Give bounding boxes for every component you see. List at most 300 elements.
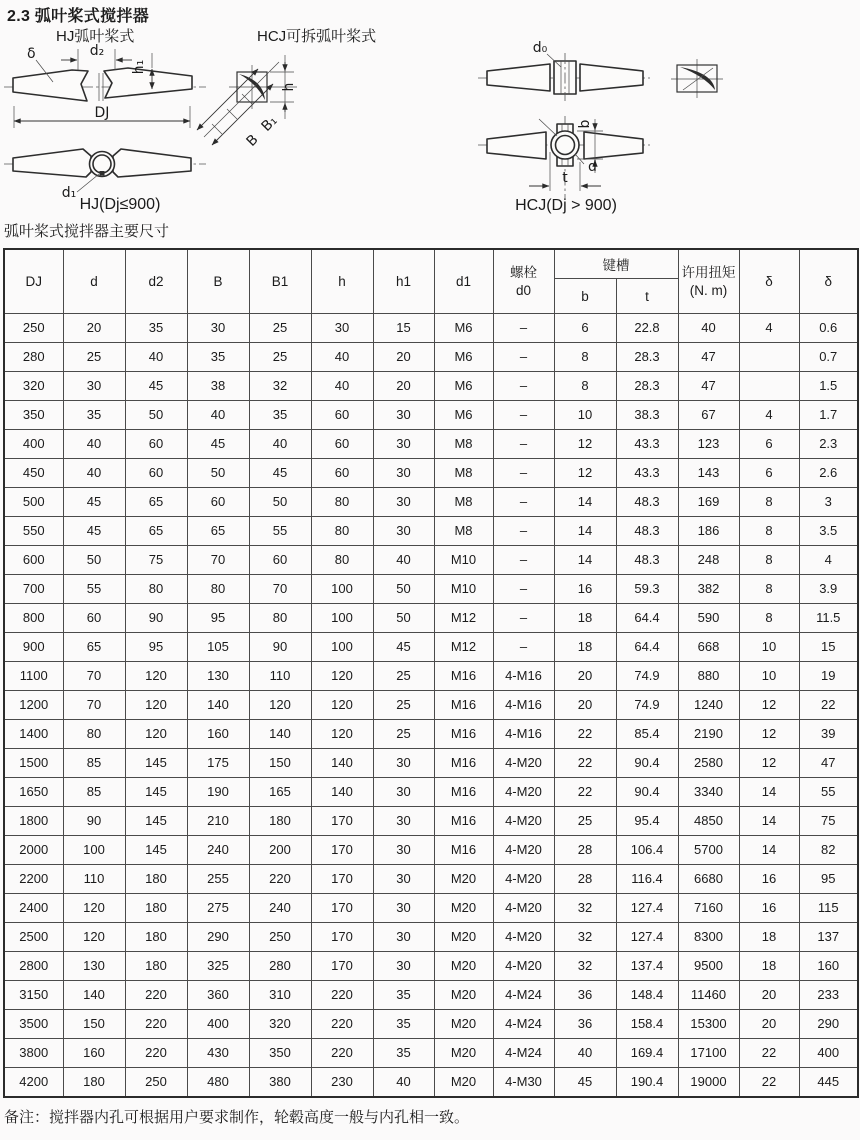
table-cell: 18 — [739, 952, 799, 981]
table-cell: 40 — [249, 430, 311, 459]
table-cell: 100 — [311, 604, 373, 633]
table-cell: 2400 — [4, 894, 63, 923]
table-cell: 10 — [739, 662, 799, 691]
table-cell: 30 — [373, 807, 434, 836]
table-row — [4, 430, 858, 459]
table-cell: 190 — [187, 778, 249, 807]
table-cell: 32 — [554, 923, 616, 952]
table-cell: 50 — [373, 575, 434, 604]
table-cell: 230 — [311, 1068, 373, 1098]
table-cell: 150 — [63, 1010, 125, 1039]
table-cell: 19000 — [678, 1068, 739, 1098]
table-row — [4, 343, 858, 372]
table-cell: 30 — [373, 952, 434, 981]
table-cell: 39 — [799, 720, 858, 749]
table-cell: 145 — [125, 807, 187, 836]
dim-label-d1: d₁ — [61, 185, 77, 201]
table-cell: 38.3 — [616, 401, 678, 430]
table-cell: – — [493, 314, 554, 343]
table-cell: 170 — [311, 894, 373, 923]
hcj-cross-section — [671, 59, 723, 98]
table-cell: 165 — [249, 778, 311, 807]
table-cell: 880 — [678, 662, 739, 691]
dim-label-b1: B₁ — [258, 112, 281, 135]
table-cell: 43.3 — [616, 459, 678, 488]
table-cell: 50 — [125, 401, 187, 430]
table-cell: 90 — [63, 807, 125, 836]
table-cell: 7160 — [678, 894, 739, 923]
table-cell: 32 — [554, 894, 616, 923]
table-cell: 11.5 — [799, 604, 858, 633]
table-cell: 130 — [187, 662, 249, 691]
table-cell: 48.3 — [616, 517, 678, 546]
table-cell: M16 — [434, 749, 493, 778]
dim-label-dj: DJ — [94, 105, 110, 121]
table-cell: 445 — [799, 1068, 858, 1098]
table-cell: M20 — [434, 1068, 493, 1098]
table-cell: 4-M30 — [493, 1068, 554, 1098]
col-header-b1: B1 — [249, 249, 311, 314]
table-cell: 40 — [373, 1068, 434, 1098]
table-cell: 20 — [63, 314, 125, 343]
table-cell: 280 — [249, 952, 311, 981]
table-cell: 180 — [125, 923, 187, 952]
table-cell: 14 — [739, 778, 799, 807]
table-cell: 120 — [63, 894, 125, 923]
table-cell: 14 — [554, 488, 616, 517]
table-cell: 8 — [739, 546, 799, 575]
table-cell: 430 — [187, 1039, 249, 1068]
table-cell: M12 — [434, 604, 493, 633]
table-cell: 4-M20 — [493, 807, 554, 836]
table-cell: 290 — [799, 1010, 858, 1039]
table-cell: 65 — [187, 517, 249, 546]
table-cell: 30 — [373, 488, 434, 517]
table-cell: 400 — [4, 430, 63, 459]
table-cell: 1.7 — [799, 401, 858, 430]
table-cell: 10 — [554, 401, 616, 430]
table-cell: 30 — [373, 923, 434, 952]
table-row — [4, 749, 858, 778]
table-cell: 16 — [739, 894, 799, 923]
table-cell: 220 — [249, 865, 311, 894]
table-row — [4, 372, 858, 401]
table-cell: 22 — [554, 720, 616, 749]
table-row — [4, 691, 858, 720]
table-cell: 12 — [554, 459, 616, 488]
table-cell: 50 — [63, 546, 125, 575]
table-cell: 70 — [249, 575, 311, 604]
table-cell: 30 — [373, 865, 434, 894]
table-cell: 325 — [187, 952, 249, 981]
table-cell: 148.4 — [616, 981, 678, 1010]
table-cell: 150 — [249, 749, 311, 778]
table-cell: 145 — [125, 778, 187, 807]
table-cell: 65 — [125, 488, 187, 517]
table-cell: 50 — [187, 459, 249, 488]
col-header-delta2: δ — [799, 249, 858, 314]
dim-label-b-keyway: b — [577, 119, 593, 129]
table-cell: 360 — [187, 981, 249, 1010]
table-cell: 127.4 — [616, 894, 678, 923]
col-header-torque-line1: 许用扭矩 — [681, 264, 736, 280]
table-cell: 220 — [311, 1010, 373, 1039]
table-cell: 85.4 — [616, 720, 678, 749]
table-cell: 64.4 — [616, 604, 678, 633]
table-cell: M20 — [434, 923, 493, 952]
table-cell: 240 — [187, 836, 249, 865]
table-cell: 16 — [739, 865, 799, 894]
table-cell: 380 — [249, 1068, 311, 1098]
table-cell: – — [493, 372, 554, 401]
table-cell: 210 — [187, 807, 249, 836]
table-cell: 25 — [373, 720, 434, 749]
table-cell: 22 — [554, 749, 616, 778]
col-header-d1: d1 — [434, 249, 493, 314]
table-cell: 190.4 — [616, 1068, 678, 1098]
table-row — [4, 923, 858, 952]
table-cell: 120 — [311, 691, 373, 720]
table-cell: 275 — [187, 894, 249, 923]
table-cell: M8 — [434, 459, 493, 488]
table-cell: 20 — [373, 372, 434, 401]
col-header-keyway-b: b — [554, 279, 616, 314]
table-cell: 400 — [799, 1039, 858, 1068]
table-cell: 8 — [739, 488, 799, 517]
table-cell: 500 — [4, 488, 63, 517]
table-cell: 40 — [63, 459, 125, 488]
table-cell: 15300 — [678, 1010, 739, 1039]
table-cell: 120 — [311, 662, 373, 691]
table-cell: 8 — [554, 372, 616, 401]
hcj-bottom-view — [478, 116, 650, 200]
dim-label-delta: δ — [27, 46, 36, 62]
table-cell: 130 — [63, 952, 125, 981]
table-cell: 11460 — [678, 981, 739, 1010]
table-cell: 80 — [311, 517, 373, 546]
table-cell: 30 — [311, 314, 373, 343]
table-cell: 280 — [4, 343, 63, 372]
table-cell: 120 — [311, 720, 373, 749]
table-cell: – — [493, 459, 554, 488]
table-cell: 20 — [739, 1010, 799, 1039]
table-cell: 12 — [739, 691, 799, 720]
table-cell: 25 — [249, 314, 311, 343]
table-cell: 220 — [311, 1039, 373, 1068]
table-cell: 35 — [125, 314, 187, 343]
table-cell: 2200 — [4, 865, 63, 894]
table-cell: M12 — [434, 633, 493, 662]
table-cell: M20 — [434, 981, 493, 1010]
table-cell: 30 — [373, 894, 434, 923]
table-cell: 590 — [678, 604, 739, 633]
table-cell: 6 — [739, 459, 799, 488]
table-cell: 38 — [187, 372, 249, 401]
table-cell: 40 — [678, 314, 739, 343]
table-cell: 4-M20 — [493, 952, 554, 981]
table-cell: 15 — [373, 314, 434, 343]
table-cell: 1240 — [678, 691, 739, 720]
table-row — [4, 517, 858, 546]
table-cell: 95 — [187, 604, 249, 633]
table-cell: 80 — [249, 604, 311, 633]
table-cell: 6680 — [678, 865, 739, 894]
table-cell: 350 — [4, 401, 63, 430]
table-row — [4, 401, 858, 430]
table-cell: M6 — [434, 343, 493, 372]
table-cell: 4-M24 — [493, 1010, 554, 1039]
table-cell: 120 — [249, 691, 311, 720]
table-cell: 60 — [311, 459, 373, 488]
table-cell: 5700 — [678, 836, 739, 865]
table-cell: 30 — [373, 836, 434, 865]
table-cell: 123 — [678, 430, 739, 459]
dim-label-d-bore: d — [588, 159, 597, 175]
table-cell: 22.8 — [616, 314, 678, 343]
hcj-caption: HCJ(Dj > 900) — [515, 197, 617, 214]
table-cell: 22 — [739, 1068, 799, 1098]
table-cell: 120 — [125, 691, 187, 720]
table-cell: 180 — [125, 865, 187, 894]
table-cell: 4-M20 — [493, 836, 554, 865]
table-cell: 1500 — [4, 749, 63, 778]
table-cell: 45 — [63, 488, 125, 517]
table-cell: 2800 — [4, 952, 63, 981]
col-header-bolt-line1: 螺栓 — [510, 264, 537, 280]
table-cell: 800 — [4, 604, 63, 633]
table-cell: 3 — [799, 488, 858, 517]
table-cell: 140 — [249, 720, 311, 749]
table-cell: 80 — [63, 720, 125, 749]
table-cell: 36 — [554, 1010, 616, 1039]
table-cell: – — [493, 343, 554, 372]
table-cell: 40 — [187, 401, 249, 430]
table-cell: 4-M20 — [493, 865, 554, 894]
col-header-b: B — [187, 249, 249, 314]
table-cell: 120 — [63, 923, 125, 952]
dimensions-table-body — [4, 314, 858, 1098]
table-cell: 90 — [125, 604, 187, 633]
table-cell: 186 — [678, 517, 739, 546]
table-cell: 43.3 — [616, 430, 678, 459]
table-cell: 12 — [554, 430, 616, 459]
table-cell: 30 — [373, 778, 434, 807]
table-cell: 28 — [554, 836, 616, 865]
table-cell: 80 — [311, 546, 373, 575]
table-cell: 180 — [125, 952, 187, 981]
table-cell: 65 — [125, 517, 187, 546]
table-row — [4, 662, 858, 691]
table-cell: 100 — [311, 633, 373, 662]
col-header-h1: h1 — [373, 249, 434, 314]
table-cell: 169 — [678, 488, 739, 517]
table-cell: 85 — [63, 749, 125, 778]
table-cell: 30 — [187, 314, 249, 343]
table-cell: 450 — [4, 459, 63, 488]
table-cell: 47 — [799, 749, 858, 778]
table-cell: 17100 — [678, 1039, 739, 1068]
col-header-bolt — [493, 249, 554, 314]
table-cell: 106.4 — [616, 836, 678, 865]
dim-label-b-width: B — [243, 131, 262, 150]
table-cell: 110 — [249, 662, 311, 691]
table-cell: 47 — [678, 343, 739, 372]
table-cell: 3340 — [678, 778, 739, 807]
table-cell: 32 — [249, 372, 311, 401]
table-cell: 8 — [739, 517, 799, 546]
table-cell: 8 — [554, 343, 616, 372]
table-cell: 137.4 — [616, 952, 678, 981]
table-cell: 4-M24 — [493, 1039, 554, 1068]
table-cell: 4-M24 — [493, 981, 554, 1010]
table-cell: 137 — [799, 923, 858, 952]
col-header-d2: d2 — [125, 249, 187, 314]
table-cell: 140 — [63, 981, 125, 1010]
table-cell: 55 — [63, 575, 125, 604]
table-cell: 14 — [554, 546, 616, 575]
table-row — [4, 1068, 858, 1098]
table-cell: 30 — [373, 749, 434, 778]
table-cell: 4-M20 — [493, 778, 554, 807]
table-cell: 180 — [125, 894, 187, 923]
table-cell: 28.3 — [616, 343, 678, 372]
table-cell: M6 — [434, 314, 493, 343]
table-cell: 160 — [63, 1039, 125, 1068]
table-cell: 10 — [739, 633, 799, 662]
table-cell: 140 — [187, 691, 249, 720]
table-cell: 1100 — [4, 662, 63, 691]
table-cell: 1650 — [4, 778, 63, 807]
table-cell: 80 — [311, 488, 373, 517]
table-cell: 28.3 — [616, 372, 678, 401]
table-cell: 80 — [187, 575, 249, 604]
table-cell: 20 — [739, 981, 799, 1010]
table-row — [4, 459, 858, 488]
table-cell: 382 — [678, 575, 739, 604]
hj-caption: HJ(Dj≤900) — [79, 196, 161, 213]
table-cell: 4850 — [678, 807, 739, 836]
table-cell: 60 — [63, 604, 125, 633]
table-cell: M8 — [434, 430, 493, 459]
table-cell: 140 — [311, 778, 373, 807]
table-cell: 18 — [739, 923, 799, 952]
table-cell: 350 — [249, 1039, 311, 1068]
table-cell: M20 — [434, 952, 493, 981]
table-cell: 4 — [799, 546, 858, 575]
table-cell: 25 — [554, 807, 616, 836]
col-header-delta1: δ — [739, 249, 799, 314]
table-cell: 4-M20 — [493, 749, 554, 778]
table-cell: 14 — [739, 807, 799, 836]
table-cell: 45 — [125, 372, 187, 401]
table-cell: 220 — [311, 981, 373, 1010]
table-row — [4, 314, 858, 343]
table-cell: 2000 — [4, 836, 63, 865]
table-cell: 4-M16 — [493, 691, 554, 720]
table-cell: 40 — [311, 372, 373, 401]
table-cell: 70 — [63, 691, 125, 720]
col-header-keyway: 键槽 — [554, 249, 678, 279]
hcj-type-label: HCJ可拆弧叶桨式 — [257, 28, 377, 45]
table-cell: 75 — [125, 546, 187, 575]
table-cell: 4 — [739, 401, 799, 430]
table-cell: 3500 — [4, 1010, 63, 1039]
table-cell: 25 — [373, 662, 434, 691]
table-cell: 255 — [187, 865, 249, 894]
table-cell: M20 — [434, 894, 493, 923]
table-cell: 22 — [739, 1039, 799, 1068]
table-cell: 18 — [554, 633, 616, 662]
table-cell: 50 — [373, 604, 434, 633]
table-cell: 1.5 — [799, 372, 858, 401]
table-cell: 30 — [373, 430, 434, 459]
table-cell: 12 — [739, 720, 799, 749]
table-cell: 64.4 — [616, 633, 678, 662]
table-cell: 28 — [554, 865, 616, 894]
table-cell: 233 — [799, 981, 858, 1010]
table-cell: 600 — [4, 546, 63, 575]
table-cell: 45 — [554, 1068, 616, 1098]
table-cell: 60 — [125, 430, 187, 459]
table-cell: 35 — [373, 1010, 434, 1039]
table-row — [4, 720, 858, 749]
table-cell: 15 — [799, 633, 858, 662]
table-cell: 160 — [187, 720, 249, 749]
table-cell: 85 — [63, 778, 125, 807]
table-cell: 60 — [249, 546, 311, 575]
table-cell: – — [493, 575, 554, 604]
table-cell: 127.4 — [616, 923, 678, 952]
table-cell: 90.4 — [616, 778, 678, 807]
table-cell: 20 — [373, 343, 434, 372]
table-cell: 95 — [125, 633, 187, 662]
table-cell: M6 — [434, 401, 493, 430]
table-cell: M6 — [434, 372, 493, 401]
table-cell: 45 — [373, 633, 434, 662]
table-row — [4, 633, 858, 662]
table-row — [4, 981, 858, 1010]
table-cell: – — [493, 401, 554, 430]
table-cell: 3150 — [4, 981, 63, 1010]
table-cell: 12 — [739, 749, 799, 778]
table-row — [4, 952, 858, 981]
table-cell: 668 — [678, 633, 739, 662]
table-cell: 3.5 — [799, 517, 858, 546]
table-cell: 48.3 — [616, 488, 678, 517]
table-cell: 4200 — [4, 1068, 63, 1098]
table-cell: – — [493, 546, 554, 575]
dim-label-d2: d₂ — [89, 43, 105, 59]
table-cell: 116.4 — [616, 865, 678, 894]
table-cell: M8 — [434, 488, 493, 517]
table-cell: 700 — [4, 575, 63, 604]
table-row — [4, 1010, 858, 1039]
table-cell: 20 — [554, 662, 616, 691]
table-cell: 25 — [373, 691, 434, 720]
table-cell: 550 — [4, 517, 63, 546]
table-row — [4, 546, 858, 575]
table-title: 弧叶桨式搅拌器主要尺寸 — [4, 223, 170, 240]
table-cell: 158.4 — [616, 1010, 678, 1039]
table-cell: 35 — [373, 981, 434, 1010]
table-cell: 170 — [311, 836, 373, 865]
table-row — [4, 488, 858, 517]
table-cell: 2.3 — [799, 430, 858, 459]
table-cell: 55 — [249, 517, 311, 546]
table-cell: M20 — [434, 1010, 493, 1039]
table-cell: 400 — [187, 1010, 249, 1039]
table-cell: 105 — [187, 633, 249, 662]
